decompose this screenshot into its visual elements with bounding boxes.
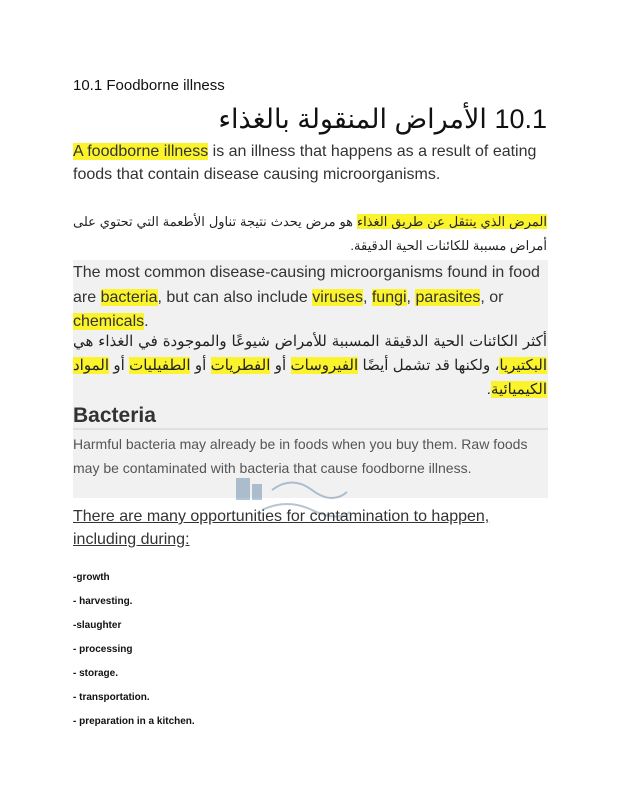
text-fragment: أو bbox=[109, 357, 130, 374]
highlight-bacteria-ar: البكتيريا bbox=[499, 357, 548, 374]
highlight-parasites-ar: الطفيليات bbox=[129, 357, 191, 374]
definition-term-highlight-ar: المرض الذي ينتقل عن طريق الغذاء bbox=[356, 214, 548, 229]
section-heading: 10.1 Foodborne illness bbox=[73, 77, 225, 94]
text-fragment: أو bbox=[190, 357, 211, 374]
highlight-bacteria: bacteria bbox=[100, 288, 158, 306]
opportunities-text: There are many opportunities for contamination to happen, including during: bbox=[73, 508, 490, 548]
list-item: -slaughter bbox=[73, 620, 122, 631]
highlight-fungi-ar: الفطريات bbox=[210, 357, 271, 374]
bacteria-paragraph: Harmful bacteria may already be in foods when you buy them. Raw foods may be contaminated with bacteria that cause foodborne illness. bbox=[73, 436, 528, 476]
highlight-viruses: viruses bbox=[312, 288, 363, 306]
list-item: - preparation in a kitchen. bbox=[73, 716, 195, 727]
text-fragment: , or bbox=[480, 288, 504, 306]
list-item: - storage. bbox=[73, 668, 119, 679]
text-fragment: ، ولكنها قد تشمل أيضًا bbox=[358, 357, 500, 374]
list-item: -growth bbox=[73, 572, 110, 583]
definition-text-ar: هو مرض يحدث نتيجة تناول الأطعمة التي تحتوي على أمراض مسببة للكائنات الحية الدقيقة. bbox=[73, 214, 547, 253]
highlight-chemicals: chemicals bbox=[73, 313, 145, 330]
text-fragment: أو bbox=[270, 357, 291, 374]
definition-arabic bbox=[73, 210, 547, 258]
bacteria-heading: Bacteria bbox=[73, 404, 156, 427]
heading-divider bbox=[73, 428, 548, 430]
list-item: - processing bbox=[73, 644, 133, 655]
text-fragment: أكثر الكائنات الحية الدقيقة المسببة للأمراض شيوعًا والموجودة في الغذاء هي bbox=[73, 333, 547, 350]
text-fragment: , but can also include bbox=[157, 288, 313, 306]
highlight-parasites: parasites bbox=[415, 288, 481, 306]
text-fragment: , bbox=[362, 288, 372, 306]
contamination-steps-list bbox=[73, 569, 195, 737]
definition-english bbox=[73, 140, 563, 186]
microorganisms-english bbox=[73, 261, 553, 335]
list-item: - harvesting. bbox=[73, 596, 133, 607]
text-fragment: . bbox=[486, 381, 491, 398]
highlight-viruses-ar: الفيروسات bbox=[290, 357, 359, 374]
arabic-title: 10.1 الأمراض المنقولة بالغذاء bbox=[218, 104, 547, 134]
text-fragment: . bbox=[144, 313, 149, 330]
highlight-chemicals-ar: المواد الكيميائية bbox=[73, 357, 547, 398]
definition-text: is an illness that happens as a result of eating foods that contain disease causing microorganisms. bbox=[73, 143, 537, 183]
highlight-fungi: fungi bbox=[371, 288, 407, 306]
text-fragment: , bbox=[406, 288, 416, 306]
microorganisms-arabic bbox=[73, 330, 547, 402]
text-fragment: The most common disease-causing microorganisms found in food are bbox=[73, 264, 540, 306]
definition-term-highlight: A foodborne illness bbox=[73, 143, 209, 160]
list-item: - transportation. bbox=[73, 692, 150, 703]
